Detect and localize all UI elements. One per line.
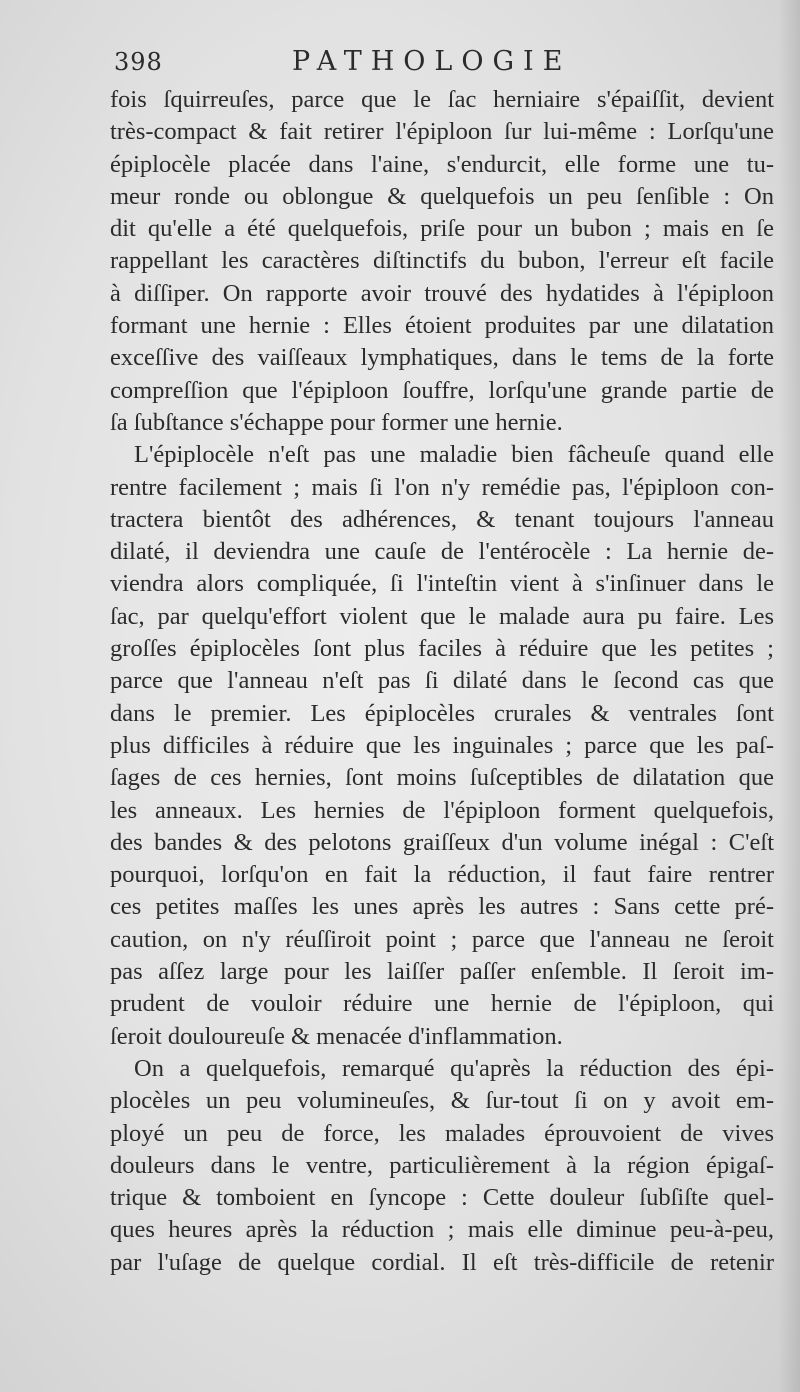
text-line: parce que l'anneau n'eſt pas ſi dilaté dans le ſecond cas que (110, 667, 774, 695)
text-line: ces petites maſſes les unes après les autres : Sans cette pré- (110, 893, 774, 921)
text-line: pas aſſez large pour les laiſſer paſſer enſemble. Il ſeroit im- (110, 958, 774, 986)
text-line: tractera bientôt des adhérences, & tenant toujours l'anneau (110, 505, 774, 533)
paragraph (110, 1053, 774, 1279)
text-line: trique & tomboient en ſyncope : Cette douleur ſubſiſte quel- (110, 1184, 774, 1212)
text-line: dit qu'elle a été quelquefois, priſe pour un bubon ; mais en ſe (110, 215, 774, 243)
body-text (110, 84, 774, 1279)
text-line: plocèles un peu volumineuſes, & ſur-tout ſi on y avoit em- (110, 1087, 774, 1115)
text-line: exceſſive des vaiſſeaux lymphatiques, dans le tems de la forte (110, 344, 774, 372)
text-line: prudent de vouloir réduire une hernie de l'épiploon, qui (110, 990, 774, 1018)
text-line: ſac, par quelqu'effort violent que le malade aura pu faire. Les (110, 602, 774, 630)
text-line: On a quelquefois, remarqué qu'après la réduction des épi- (134, 1054, 774, 1082)
text-line: L'épiplocèle n'eſt pas une maladie bien fâcheuſe quand elle (134, 441, 774, 469)
text-line: ſa ſubſtance s'échappe pour former une hernie. (110, 408, 563, 436)
text-line: rentre facilement ; mais ſi l'on n'y remédie pas, l'épiploon con- (110, 473, 774, 501)
text-line: fois ſquirreuſes, parce que le ſac herniaire s'épaiſſit, devient (110, 86, 774, 113)
text-line: formant une hernie : Elles étoient produites par une dilatation (110, 312, 774, 340)
text-line: des bandes & des pelotons graiſſeux d'un volume inégal : C'eſt (110, 828, 774, 856)
page-header (0, 44, 800, 80)
text-line: groſſes épiplocèles ſont plus faciles à réduire que les petites ; (110, 635, 774, 663)
text-line: meur ronde ou oblongue & quelquefois un peu ſenſible : On (110, 182, 774, 210)
page-number: 398 (114, 48, 163, 76)
text-line: rappellant les caractères diſtinctifs du bubon, l'erreur eſt facile (110, 247, 774, 275)
text-line: caution, on n'y réuſſiroit point ; parce que l'anneau ne ſeroit (110, 925, 774, 953)
text-line: les anneaux. Les hernies de l'épiploon forment quelquefois, (110, 796, 774, 824)
running-head: PATHOLOGIE (292, 46, 572, 77)
text-line: plus difficiles à réduire que les inguinales ; parce que les paſ- (110, 731, 774, 759)
text-line: par l'uſage de quelque cordial. Il eſt très-difficile de retenir (110, 1248, 774, 1276)
text-line: ployé un peu de force, les malades éprouvoient de vives (110, 1119, 774, 1147)
paragraph (110, 439, 774, 1053)
text-line: épiplocèle placée dans l'aine, s'endurcit, elle forme une tu- (110, 150, 774, 178)
text-line: à diſſiper. On rapporte avoir trouvé des hydatides à l'épiploon (110, 279, 774, 307)
text-line: ques heures après la réduction ; mais elle diminue peu-à-peu, (110, 1216, 774, 1244)
text-line: dilaté, il deviendra une cauſe de l'entérocèle : La hernie de- (110, 538, 774, 566)
text-line: dans le premier. Les épiplocèles crurales & ventrales ſont (110, 699, 774, 727)
text-line: ſeroit douloureuſe & menacée d'inflammation. (110, 1022, 563, 1050)
text-line: ſages de ces hernies, ſont moins ſuſceptibles de dilatation que (110, 764, 774, 792)
text-line: très-compact & fait retirer l'épiploon ſur lui-même : Lorſqu'une (110, 118, 774, 146)
paragraph (110, 84, 774, 439)
text-line: viendra alors compliquée, ſi l'inteſtin vient à s'inſinuer dans le (110, 570, 774, 598)
text-line: compreſſion que l'épiploon ſouffre, lorſqu'une grande partie de (110, 376, 774, 404)
text-line: pourquoi, lorſqu'on en fait la réduction, il faut faire rentrer (110, 861, 774, 889)
text-line: douleurs dans le ventre, particulièrement à la région épigaſ- (110, 1151, 774, 1179)
